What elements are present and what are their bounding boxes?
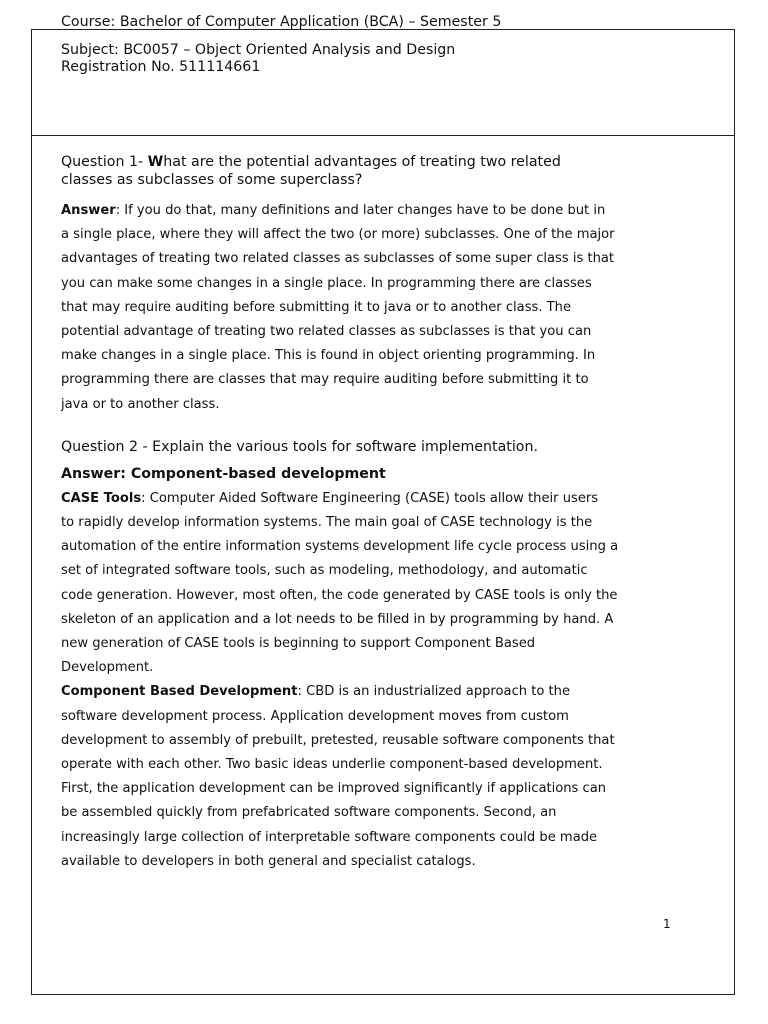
- answer-1-line: : If you do that, many definitions and later changes have to be done but in: [115, 203, 606, 218]
- case-tools-line: automation of the entire information systems development life cycle process using a: [61, 539, 619, 555]
- case-tools-paragraph: [61, 487, 673, 681]
- answer-1-line: potential advantage of treating two related classes as subclasses is that you can: [61, 324, 592, 340]
- cbd-line: : CBD is an industrialized approach to the: [297, 684, 571, 700]
- answer-1-line: make changes in a single place. This is found in object orienting programming. In: [61, 348, 596, 364]
- answer-1-line: you can make some changes in a single place. In programming there are classes: [61, 275, 592, 291]
- answer-1-line: java or to another class.: [61, 396, 220, 412]
- question-1-bold-initial: W: [147, 154, 164, 170]
- cbd-line: First, the application development can be improved significantly if applications can: [61, 781, 607, 797]
- course-line: Course: Bachelor of Computer Application (BCA) – Semester 5: [61, 14, 502, 30]
- question-1-prefix: Question 1-: [61, 154, 148, 170]
- case-tools-line: set of integrated software tools, such as modeling, methodology, and automatic: [61, 563, 588, 579]
- cbd-paragraph: [61, 680, 673, 874]
- document-body: [61, 154, 673, 874]
- case-tools-line: new generation of CASE tools is beginning to support Component Based: [61, 636, 536, 652]
- cbd-line: development to assembly of prebuilt, pretested, reusable software components that: [61, 732, 615, 748]
- cbd-line: be assembled quickly from prefabricated software components. Second, an: [61, 805, 557, 821]
- question-1-heading-line2: classes as subclasses of some superclass?: [61, 171, 363, 188]
- document-header: [61, 14, 681, 76]
- registration-line: Registration No. 511114661: [61, 59, 261, 75]
- case-tools-label: CASE Tools: [61, 490, 142, 506]
- cbd-line: software development process. Application development moves from custom: [61, 708, 569, 724]
- cbd-label: Component Based Development: [61, 684, 298, 700]
- header-divider: [32, 135, 734, 136]
- case-tools-line: code generation. However, most often, the code generated by CASE tools is only the: [61, 587, 618, 603]
- case-tools-line: to rapidly develop information systems. The main goal of CASE technology is the: [61, 515, 593, 531]
- answer-1-line: advantages of treating two related classes as subclasses of some super class is that: [61, 251, 615, 267]
- case-tools-line: Development.: [61, 660, 154, 676]
- answer-1-line: that may require auditing before submitting it to java or to another class. The: [61, 299, 572, 315]
- answer-1-line: programming there are classes that may require auditing before submitting it to: [61, 372, 589, 388]
- question-1-heading-line1: hat are the potential advantages of treating two related: [163, 154, 561, 170]
- case-tools-line: skeleton of an application and a lot needs to be filled in by programming by hand. A: [61, 611, 614, 627]
- answer-label: Answer: [61, 203, 116, 218]
- case-tools-line: : Computer Aided Software Engineering (CASE) tools allow their users: [141, 490, 599, 506]
- question-2-answer-heading: Answer: Component-based development: [61, 466, 386, 483]
- subject-line: Subject: BC0057 – Object Oriented Analysis and Design: [61, 42, 456, 58]
- question-2-heading: Question 2 - Explain the various tools for software implementation.: [61, 438, 538, 455]
- question-1-heading: [61, 154, 673, 189]
- cbd-line: increasingly large collection of interpretable software components could be made: [61, 829, 598, 845]
- cbd-line: operate with each other. Two basic ideas underlie component-based development.: [61, 757, 603, 773]
- page-number: 1: [663, 917, 671, 931]
- answer-1-line: a single place, where they will affect the two (or more) subclasses. One of the major: [61, 227, 615, 243]
- question-1-answer: [61, 199, 673, 417]
- cbd-line: available to developers in both general and specialist catalogs.: [61, 853, 476, 869]
